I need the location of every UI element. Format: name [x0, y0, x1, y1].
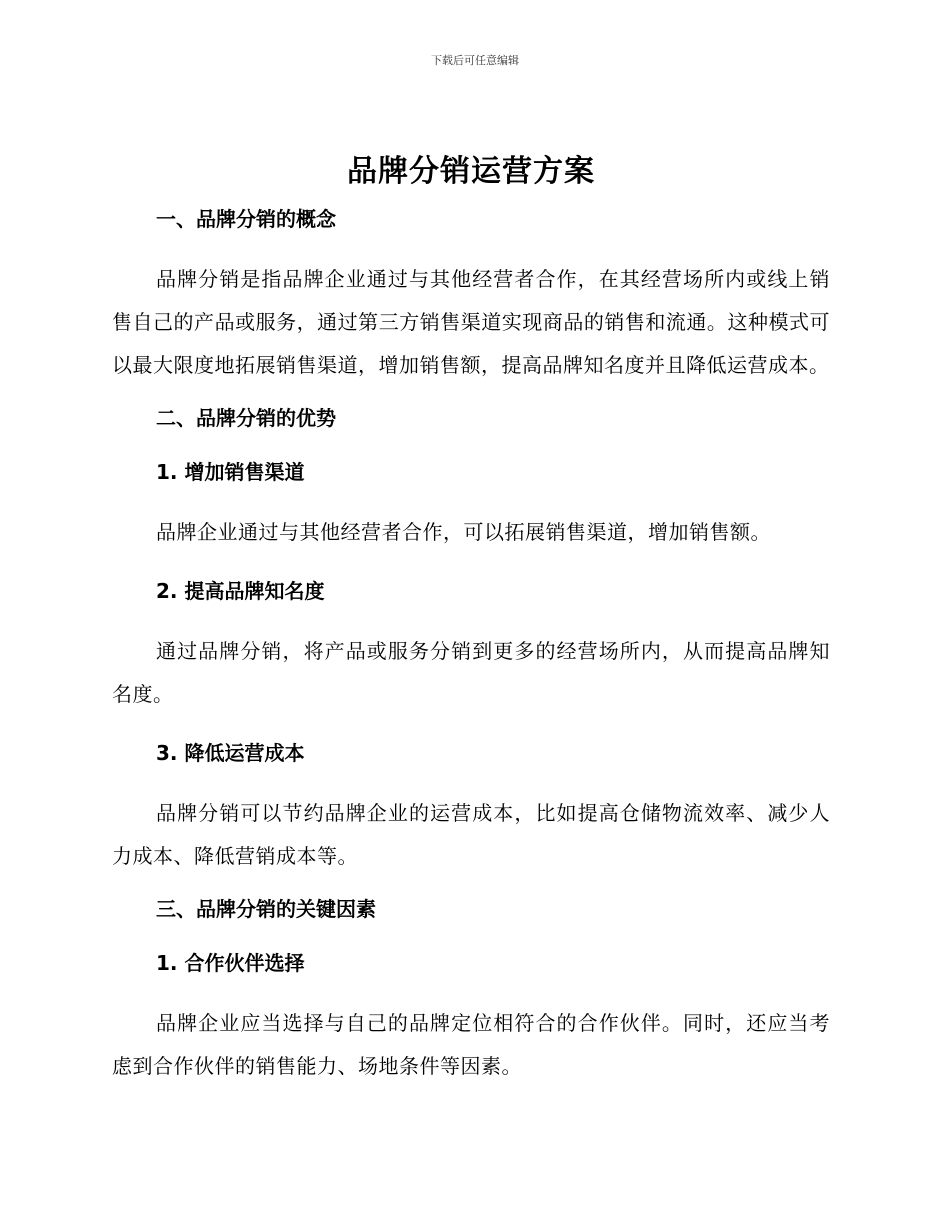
paragraph-concept: 品牌分销是指品牌企业通过与其他经营者合作，在其经营场所内或线上销售自己的产品或服务，通过第三方销售渠道实现商品的销售和流通。这种模式可以最大限度地拓展销售渠道，增加销售额，提高品牌知名度并且降低运营成本。	[112, 267, 830, 377]
header-note: 下载后可任意编辑	[431, 54, 519, 67]
section-heading-concept: 一、品牌分销的概念	[156, 207, 336, 231]
document-body	[112, 150, 830, 1100]
section-heading-advantages: 二、品牌分销的优势	[156, 406, 336, 430]
subheading-partner-selection: 1. 合作伙伴选择	[156, 951, 305, 975]
document-title: 品牌分销运营方案	[347, 154, 595, 189]
paragraph-increase-channels: 品牌企业通过与其他经营者合作，可以拓展销售渠道，增加销售额。	[156, 520, 771, 544]
paragraph-partner-selection: 品牌企业应当选择与自己的品牌定位相符合的合作伙伴。同时，还应当考虑到合作伙伴的销售能力、场地条件等因素。	[112, 1011, 830, 1078]
section-heading-key-factors: 三、品牌分销的关键因素	[156, 897, 376, 921]
subheading-reduce-costs: 3. 降低运营成本	[156, 741, 305, 765]
paragraph-brand-awareness: 通过品牌分销，将产品或服务分销到更多的经营场所内，从而提高品牌知名度。	[112, 639, 830, 706]
paragraph-reduce-costs: 品牌分销可以节约品牌企业的运营成本，比如提高仓储物流效率、减少人力成本、降低营销成本等。	[112, 801, 830, 868]
subheading-increase-channels: 1. 增加销售渠道	[156, 460, 305, 484]
subheading-brand-awareness: 2. 提高品牌知名度	[156, 579, 325, 603]
